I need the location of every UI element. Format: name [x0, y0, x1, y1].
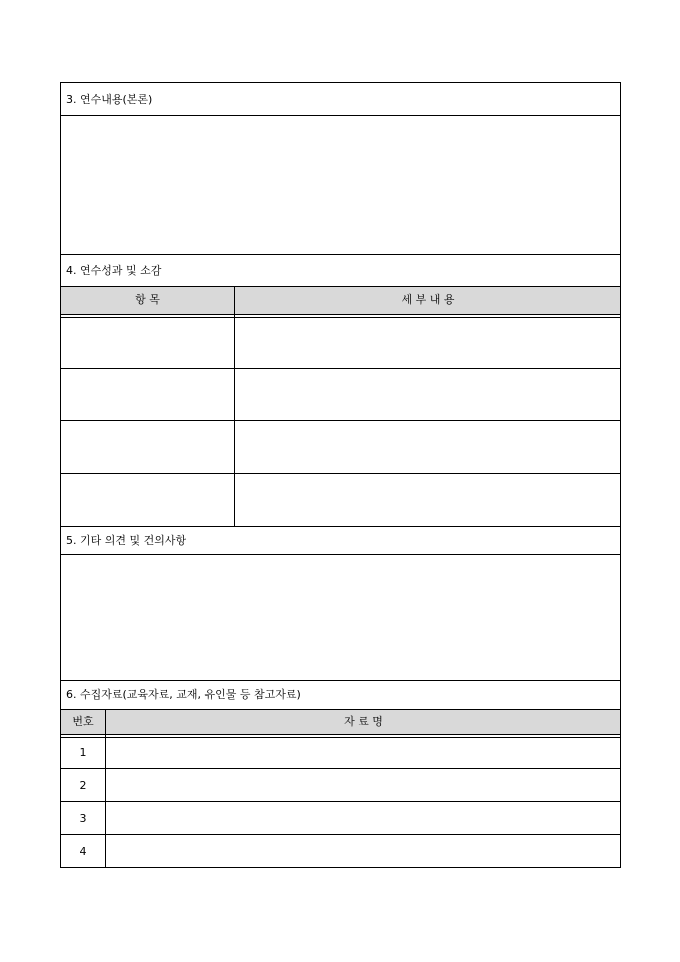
section5-body[interactable]: [61, 555, 620, 680]
section6-row-3-name[interactable]: [106, 802, 621, 834]
section4-row-3-detail[interactable]: [235, 421, 621, 473]
section6-row-4-no: 4: [79, 845, 87, 858]
section6-row-3-no: 3: [79, 812, 87, 825]
section4-row-1-detail[interactable]: [235, 318, 621, 367]
section6-row-1-no: 1: [79, 746, 87, 759]
section4-row-1-item[interactable]: [61, 318, 234, 367]
section6-col-name: 자 료 명: [344, 715, 383, 728]
section6-row-4-name[interactable]: [106, 835, 621, 867]
section6-row-2-name[interactable]: [106, 769, 621, 801]
section5-title: 5. 기타 의견 및 건의사항: [66, 534, 187, 547]
section4-row-2-item[interactable]: [61, 369, 234, 420]
section4-row-2-detail[interactable]: [235, 369, 621, 420]
section4-column-divider: [234, 286, 235, 526]
section6-title: 6. 수집자료(교육자료, 교재, 유인물 등 참고자료): [66, 688, 301, 701]
section6-row-1-name[interactable]: [106, 738, 621, 767]
divider: [61, 526, 620, 527]
divider: [61, 254, 620, 255]
section6-col-no: 번호: [72, 715, 94, 728]
section4-row-4-detail[interactable]: [235, 474, 621, 526]
section4-col-item: 항 목: [135, 293, 160, 306]
section3-body[interactable]: [61, 116, 620, 254]
divider: [61, 680, 620, 681]
section4-row-3-item[interactable]: [61, 421, 234, 473]
section4-col-detail: 세 부 내 용: [401, 293, 455, 306]
section6-row-2-no: 2: [79, 779, 87, 792]
section4-title: 4. 연수성과 및 소감: [66, 264, 162, 277]
report-form: [60, 82, 621, 868]
section3-title: 3. 연수내용(본론): [66, 93, 153, 106]
section6-column-divider: [105, 709, 106, 868]
section4-row-4-item[interactable]: [61, 474, 234, 526]
